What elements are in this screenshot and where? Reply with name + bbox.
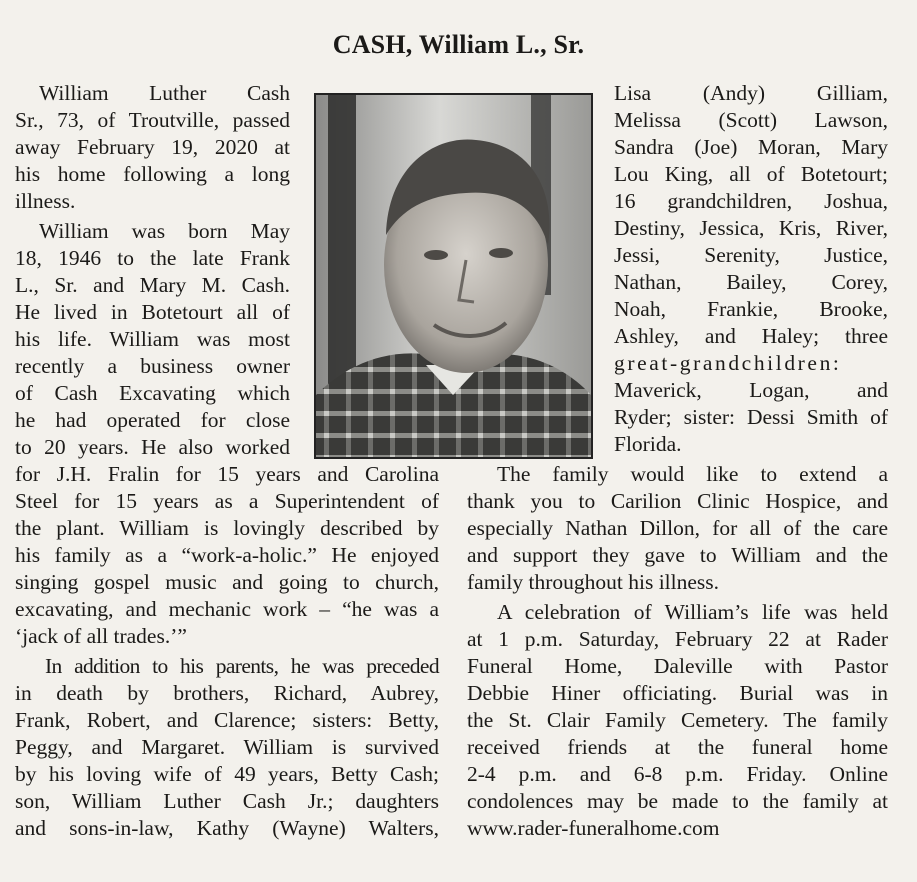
col1-line: Peggy, and Margaret. William is survived: [15, 735, 439, 759]
col1-line: by his loving wife of 49 years, Betty Cash;: [15, 762, 439, 786]
col2-line: thank you to Carilion Clinic Hospice, and: [467, 489, 888, 513]
col1-line: In addition to his parents, he was preceded: [45, 654, 439, 678]
col1-line: He lived in Botetourt all of: [15, 300, 290, 324]
col1-line: L., Sr. and Mary M. Cash.: [15, 273, 290, 297]
col1-line: his life. William was most: [15, 327, 290, 351]
col2-line: at 1 p.m. Saturday, February 22 at Rader: [467, 627, 888, 651]
col2-line: Destiny, Jessica, Kris, River,: [614, 216, 888, 240]
col1-line: ‘jack of all trades.’”: [15, 624, 187, 648]
col2-line: condolences may be made to the family at: [467, 789, 888, 813]
col2-line: Funeral Home, Daleville with Pastor: [467, 654, 888, 678]
col1-line: away February 19, 2020 at: [15, 135, 290, 159]
col2-line: 16 grandchildren, Joshua,: [614, 189, 888, 213]
col2-line: Noah, Frankie, Brooke,: [614, 297, 888, 321]
col2-line: 2-4 p.m. and 6-8 p.m. Friday. Online: [467, 762, 888, 786]
col1-line: William Luther Cash: [39, 81, 290, 105]
portrait-image: [316, 95, 591, 457]
col2-line: especially Nathan Dillon, for all of the care: [467, 516, 888, 540]
col2-line: Lou King, all of Botetourt;: [614, 162, 888, 186]
col1-line: Frank, Robert, and Clarence; sisters: Betty,: [15, 708, 439, 732]
col1-line: his home following a long: [15, 162, 290, 186]
col2-line: Melissa (Scott) Lawson,: [614, 108, 888, 132]
col2-line: family throughout his illness.: [467, 570, 720, 594]
col2-line: www.rader-funeralhome.com: [467, 816, 720, 840]
col2-line: The family would like to extend a: [497, 462, 888, 486]
col2-line: received friends at the funeral home: [467, 735, 888, 759]
col1-line: excavating, and mechanic work – “he was a: [15, 597, 439, 621]
col1-line: in death by brothers, Richard, Aubrey,: [15, 681, 439, 705]
col1-line: and sons-in-law, Kathy (Wayne) Walters,: [15, 816, 439, 840]
col1-line: Steel for 15 years as a Superintendent of: [15, 489, 439, 513]
col2-line: Sandra (Joe) Moran, Mary: [614, 135, 888, 159]
col1-line: son, William Luther Cash Jr.; daughters: [15, 789, 439, 813]
col1-line: recently a business owner: [15, 354, 290, 378]
col2-line: Debbie Hiner officiating. Burial was in: [467, 681, 888, 705]
col1-line: William was born May: [39, 219, 290, 243]
col2-line: the St. Clair Family Cemetery. The family: [467, 708, 888, 732]
col1-line: his family as a “work-a-holic.” He enjoyed: [15, 543, 439, 567]
col1-line: singing gospel music and going to church,: [15, 570, 439, 594]
col2-line: Jessi, Serenity, Justice,: [614, 243, 888, 267]
col2-line: Maverick, Logan, and: [614, 378, 888, 402]
col2-line: Ryder; sister: Dessi Smith of: [614, 405, 888, 429]
col2-line: Nathan, Bailey, Corey,: [614, 270, 888, 294]
col1-line: to 20 years. He also worked: [15, 435, 290, 459]
col2-line: Ashley, and Haley; three: [614, 324, 888, 348]
col1-line: for J.H. Fralin for 15 years and Carolina: [15, 462, 439, 486]
col2-line: and support they gave to William and the: [467, 543, 888, 567]
col1-line: the plant. William is lovingly described by: [15, 516, 439, 540]
portrait-photo: [314, 93, 593, 459]
col2-line: A celebration of William’s life was held: [497, 600, 888, 624]
obituary-title: CASH, William L., Sr.: [332, 30, 585, 59]
col1-line: Sr., 73, of Troutville, passed: [15, 108, 290, 132]
col2-line: Florida.: [614, 432, 682, 456]
col1-line: 18, 1946 to the late Frank: [15, 246, 290, 270]
col1-line: he had operated for close: [15, 408, 290, 432]
col2-line: Lisa (Andy) Gilliam,: [614, 81, 888, 105]
col2-line: great-grandchildren:: [614, 351, 842, 375]
col1-line: illness.: [15, 189, 76, 213]
col1-line: of Cash Excavating which: [15, 381, 290, 405]
